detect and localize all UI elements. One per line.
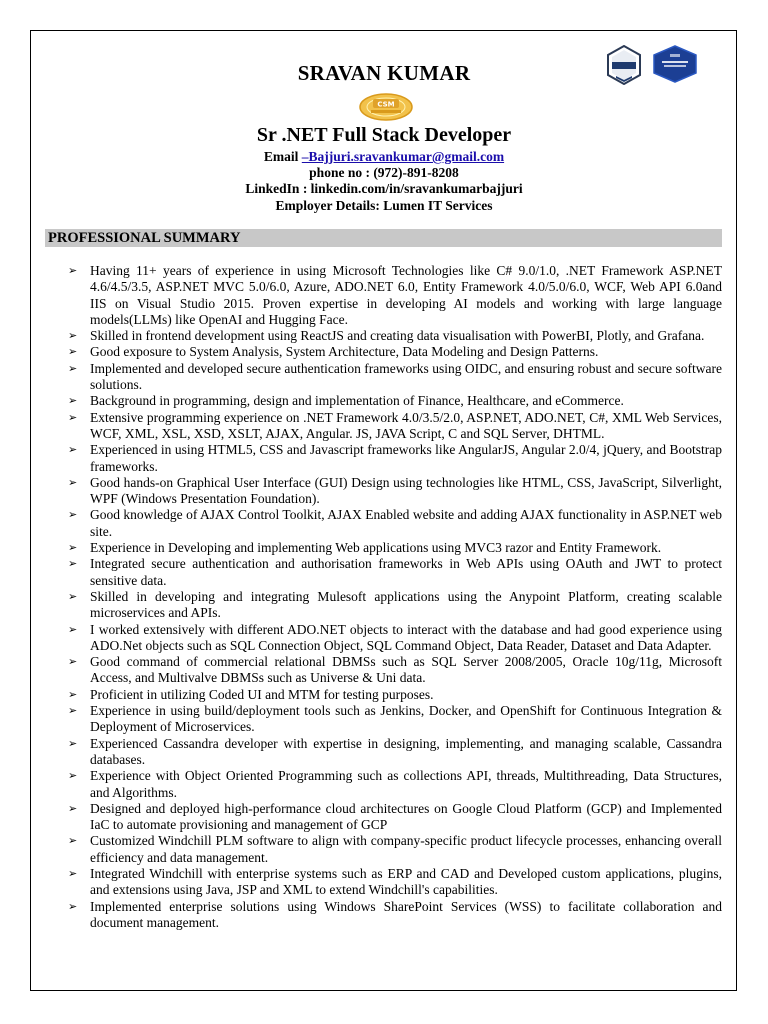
certification-badge-solutions-architect — [652, 45, 698, 83]
summary-item-text: I worked extensively with different ADO.NET objects to interact with the database and had good experience using ADO.Net objects such as SQL Connection Object, SQL Command Object, Data Reader, Dataset and Data Adapter. — [90, 621, 722, 653]
summary-item-text: Implemented and developed secure authentication frameworks using OIDC, and ensuring robust and secure software solutions. — [90, 360, 722, 393]
arrowhead-bullet-icon: ➢ — [68, 558, 78, 571]
arrowhead-bullet-icon: ➢ — [68, 265, 78, 277]
summary-item — [64, 654, 722, 687]
summary-item-text: Good knowledge of AJAX Control Toolkit, AJAX Enabled website and adding AJAX functionality in ASP.NET web site. — [90, 507, 722, 539]
arrowhead-bullet-icon: ➢ — [68, 346, 78, 359]
summary-item — [64, 866, 722, 899]
summary-item-text: Good hands-on Graphical User Interface (GUI) Design using technologies like HTML, CSS, JavaScript, Silverlight, WPF (Windows Presentation Foundation). — [90, 474, 722, 507]
arrowhead-bullet-icon: ➢ — [68, 867, 78, 880]
summary-item-text: Customized Windchill PLM software to align with company-specific product lifecycle processes, enhancing overall efficiency and data management. — [90, 833, 722, 865]
summary-item — [64, 344, 722, 360]
summary-item-text: Experienced Cassandra developer with expertise in designing, implementing, and managing scalable, Cassandra databases. — [90, 735, 722, 767]
csm-badge — [359, 93, 413, 121]
arrowhead-bullet-icon: ➢ — [68, 411, 78, 424]
candidate-name: SRAVAN KUMAR — [297, 61, 471, 85]
summary-item-text: Experience in using build/deployment tools such as Jenkins, Docker, and OpenShift for Continuous Integration & Deployment of Microservices. — [90, 703, 722, 735]
arrowhead-bullet-icon: ➢ — [68, 362, 78, 375]
arrowhead-bullet-icon: ➢ — [68, 444, 78, 457]
section-heading-professional-summary: PROFESSIONAL SUMMARY — [45, 229, 722, 247]
summary-item — [64, 768, 722, 801]
email-link[interactable]: –Bajjuri.sravankumar@gmail.com — [301, 149, 505, 164]
summary-item — [64, 801, 722, 834]
arrowhead-bullet-icon: ➢ — [68, 737, 78, 750]
arrowhead-bullet-icon: ➢ — [68, 835, 78, 848]
employer-line: Employer Details: Lumen IT Services — [275, 198, 493, 213]
summary-item — [64, 540, 722, 556]
summary-item — [64, 703, 722, 736]
summary-item — [64, 622, 722, 655]
arrowhead-bullet-icon: ➢ — [68, 705, 78, 718]
summary-item-text: Skilled in frontend development using ReactJS and creating data visualisation with PowerBI, Plotly, and Grafana. — [90, 328, 705, 344]
summary-item — [64, 442, 722, 475]
arrowhead-bullet-icon: ➢ — [68, 900, 78, 913]
summary-item-text: Good command of commercial relational DBMSs such as SQL Server 2008/2005, Oracle 10g/11g, Microsoft Access, and Multivalve DBMSs such as Universe & Uni data. — [90, 654, 722, 686]
arrowhead-bullet-icon: ➢ — [68, 590, 78, 603]
summary-item — [64, 556, 722, 589]
summary-item-text: Experience with Object Oriented Programming such as collections API, threads, Multithreading, Data Structures, and Algorithms. — [90, 768, 722, 800]
summary-item — [64, 328, 722, 344]
csm-badge-text: CSM — [377, 100, 395, 109]
arrowhead-bullet-icon: ➢ — [68, 802, 78, 815]
summary-item — [64, 833, 722, 866]
summary-item — [64, 687, 722, 703]
arrowhead-bullet-icon: ➢ — [68, 542, 78, 555]
summary-item-text: Integrated secure authentication and authorisation frameworks in Web APIs using OAuth and JWT to protect sensitive data. — [90, 556, 722, 588]
summary-item — [64, 475, 722, 508]
summary-item-text: Experience in Developing and implementing Web applications using MVC3 razor and Entity Framework. — [90, 540, 662, 556]
summary-item — [64, 361, 722, 394]
summary-item — [64, 507, 722, 540]
arrowhead-bullet-icon: ➢ — [68, 688, 78, 701]
summary-item — [64, 263, 722, 328]
summary-item-text: Integrated Windchill with enterprise systems such as ERP and CAD and Developed custom applications, plugins, and extensions using Java, JSP and XML to extend Windchill's capabilities. — [90, 865, 722, 898]
summary-item-text: Designed and deployed high-performance cloud architectures on Google Cloud Platform (GCP) and Implemented IaC to automate provisioning and management of GCP — [90, 800, 722, 833]
arrowhead-bullet-icon: ➢ — [68, 656, 78, 669]
arrowhead-bullet-icon: ➢ — [68, 509, 78, 522]
summary-item-text: Proficient in utilizing Coded UI and MTM for testing purposes. — [90, 686, 434, 702]
summary-item-text: Experienced in using HTML5, CSS and Javascript frameworks like AngularJS, Angular 2.0/4, jQuery, and Bootstrap frameworks. — [90, 442, 722, 474]
linkedin-line: LinkedIn : linkedin.com/in/sravankumarbajjuri — [245, 181, 523, 196]
email-label: Email — [263, 149, 302, 164]
certification-badge-azure-developer — [606, 45, 642, 85]
summary-item-text: Having 11+ years of experience in using Microsoft Technologies like C# 9.0/1.0, .NET Framework ASP.NET 4.6/4.5/3.5, ASP.NET MVC 5.0/6.0, Azure, ADO.NET 6.0, Entity Framework 4.0/5.0/6.0, WCF, Web API 6.0and IIS on Visual Studio 2015. Proven expertise in developing AI models and working with large language models(LLMs) like OpenAI and Hugging Face. — [90, 263, 722, 327]
summary-list — [64, 263, 722, 931]
job-title: Sr .NET Full Stack Developer — [256, 124, 512, 146]
summary-item — [64, 899, 722, 932]
summary-item-text: Background in programming, design and implementation of Finance, Healthcare, and eCommerce. — [90, 393, 624, 409]
summary-item — [64, 393, 722, 409]
summary-item-text: Skilled in developing and integrating Mulesoft applications using the Anypoint Platform, creating scalable microservices and APIs. — [90, 588, 722, 621]
phone-line: phone no : (972)-891-8208 — [309, 165, 459, 180]
arrowhead-bullet-icon: ➢ — [68, 395, 78, 408]
summary-item-text: Implemented enterprise solutions using Windows SharePoint Services (WSS) to facilitate collaboration and document management. — [90, 898, 722, 930]
arrowhead-bullet-icon: ➢ — [68, 476, 78, 489]
summary-item — [64, 589, 722, 622]
summary-item-text: Extensive programming experience on .NET Framework 4.0/3.5/2.0, ASP.NET, ADO.NET, C#, XML Web Services, WCF, XML, XSL, XSD, XSLT, AJAX, Angular. JS, JAVA Script, C and SQL Server, DHTML. — [90, 409, 722, 441]
arrowhead-bullet-icon: ➢ — [68, 770, 78, 783]
summary-item-text: Good exposure to System Analysis, System Architecture, Data Modeling and Design Patterns. — [90, 344, 599, 360]
email-line — [0, 149, 768, 165]
summary-item — [64, 410, 722, 443]
summary-item — [64, 736, 722, 769]
arrowhead-bullet-icon: ➢ — [68, 623, 78, 636]
arrowhead-bullet-icon: ➢ — [68, 330, 78, 343]
